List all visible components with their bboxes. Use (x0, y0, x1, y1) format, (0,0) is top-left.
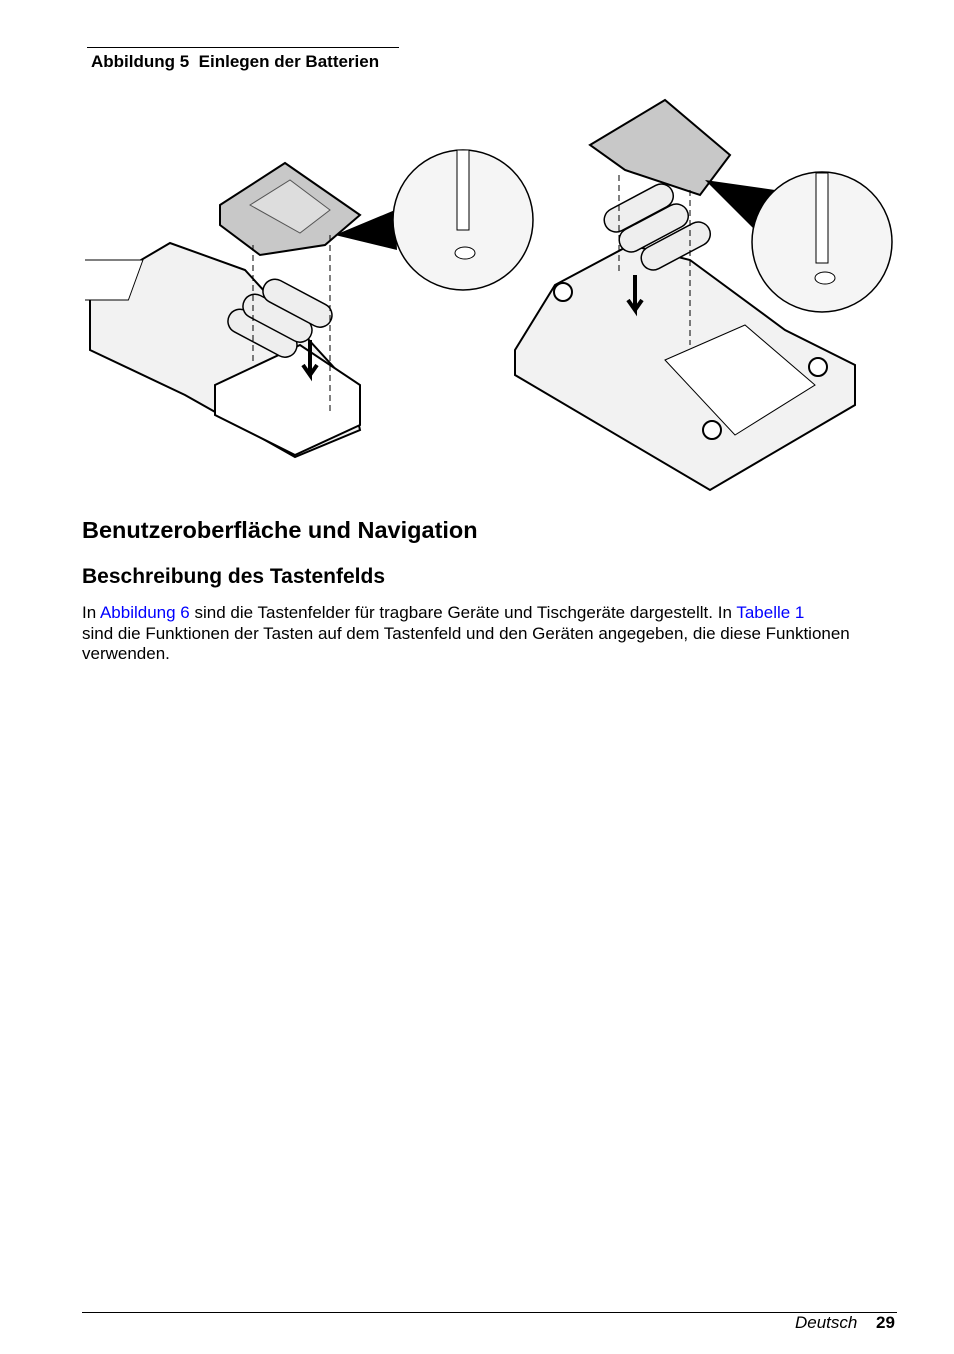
figure-caption-rule (87, 47, 399, 48)
page-number: 29 (876, 1313, 895, 1332)
figure-caption (91, 52, 379, 72)
figure-label: Abbildung 5 (91, 52, 190, 71)
subsection-heading: Beschreibung des Tastenfelds (82, 565, 386, 588)
portable-cover (220, 163, 360, 255)
figure-title: Einlegen der Batterien (198, 52, 380, 71)
body-paragraph (82, 603, 882, 665)
text: In (82, 603, 100, 622)
link-abbildung-6[interactable]: Abbildung 6 (99, 603, 190, 622)
text: sind die Funktionen der Tasten auf dem Tastenfeld und den Geräten angegeben, die diese Funktionen verwenden. (82, 623, 850, 663)
link-tabelle-1[interactable]: Tabelle 1 (736, 603, 805, 622)
section-heading: Benutzeroberfläche und Navigation (82, 517, 478, 543)
footer-rule (82, 1312, 897, 1313)
footer-language: Deutsch (795, 1313, 858, 1332)
text: sind die Tastenfelder für tragbare Geräte und Tischgeräte dargestellt. In (189, 603, 737, 622)
battery-installation-illustration (85, 95, 895, 495)
portable-device (85, 243, 360, 457)
